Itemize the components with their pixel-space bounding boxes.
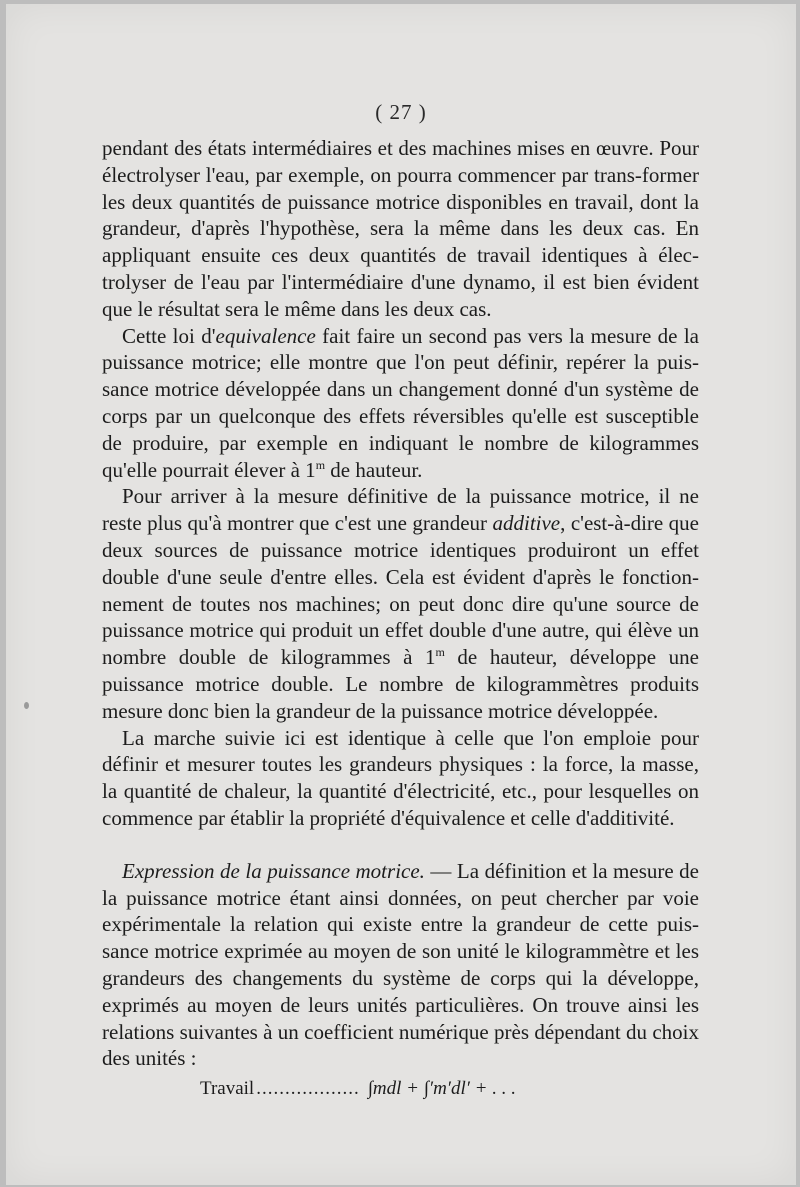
paragraph-2-text: Cette loi d': [122, 323, 216, 348]
unit-superscript: m: [315, 457, 326, 472]
document-page: [6, 4, 796, 1185]
dot-leaders: ..................: [256, 1078, 360, 1100]
term-equivalence: equivalence: [215, 323, 316, 348]
paragraph-3: [102, 483, 699, 724]
paragraph-3-text-cont: , c'est-à-dire que deux sources de puissance motrice identiques produiront un effet double d'une seule d'entre elles. Cela est évident d'après le fonction-nement de toutes nos machines; on peut donc dire qu'une source de puissance motrice qui produit un effet double d'une autre, qui élève un nombre double de kilogrammes à 1: [102, 511, 699, 670]
section-heading: Expression de la puissance motrice.: [122, 858, 425, 883]
paragraph-1: pendant des états intermédiaires et des machines mises en œuvre. Pour électrolyser l'eau, par exemple, on pourra commencer par trans-former les deux quantités de puissance motrice disponibles en travail, dont la grandeur, d'après l'hypothèse, sera la même dans les deux cas. En appliquant ensuite ces deux quantités de travail identiques à élec-trolyser de l'eau par l'intermédiaire d'une dynamo, il est bien évident que le résultat sera le même dans les deux cas.: [102, 136, 699, 321]
page-number: ( 27 ): [375, 100, 427, 124]
body-text: [102, 135, 699, 1103]
formula-line: [102, 1076, 699, 1103]
section-gap: [102, 832, 699, 858]
paragraph-2-text-cont: fait faire un second pas vers la mesure de la puissance motrice; elle montre que l'on peut définir, repérer la puis-sance motrice développée dans un changement donné d'un système de corps par un quelconque des effets réversibles qu'elle est susceptible de produire, par exemple en indiquant le nombre de kilogrammes qu'elle pourrait élever à 1: [102, 323, 699, 482]
paper-speck: [24, 702, 29, 709]
formula-label: Travail: [200, 1078, 255, 1100]
term-additive: additive: [492, 511, 561, 536]
formula-expression: ∫mdl + ∫′m′dl′ + . . .: [367, 1078, 516, 1100]
paragraph-5-text: — La définition et la mesure de la puissance motrice étant ainsi données, on peut chercher par voie expérimentale la relation qui existe entre la grandeur de cette puis-sance motrice exprimée au moyen de son unité le kilogrammètre et les grandeurs des changements du système de corps qui la développe, exprimés au moyen de leurs unités particulières. On trouve ainsi les relations suivantes à un coefficient numérique près dépendant du choix des unités :: [102, 858, 699, 1071]
paragraph-2-text-end: de hauteur.: [325, 457, 423, 482]
paragraph-5: [102, 858, 699, 1072]
paragraph-3-text-end: de hauteur, développe une puissance motrice double. Le nombre de kilogrammètres produits mesure donc bien la grandeur de la puissance motrice développée.: [102, 645, 699, 723]
paragraph-3-text: Pour arriver à la mesure définitive de la puissance motrice, il ne reste plus qu'à montrer que c'est une grandeur: [102, 484, 699, 536]
paragraph-4: La marche suivie ici est identique à celle que l'on emploie pour définir et mesurer toutes les grandeurs physiques : la force, la masse, la quantité de chaleur, la quantité d'électricité, etc., pour lesquelles on commence par établir la propriété d'équivalence et celle d'additivité.: [102, 725, 699, 830]
paragraph-2: [102, 323, 699, 484]
unit-superscript: m: [435, 645, 445, 660]
